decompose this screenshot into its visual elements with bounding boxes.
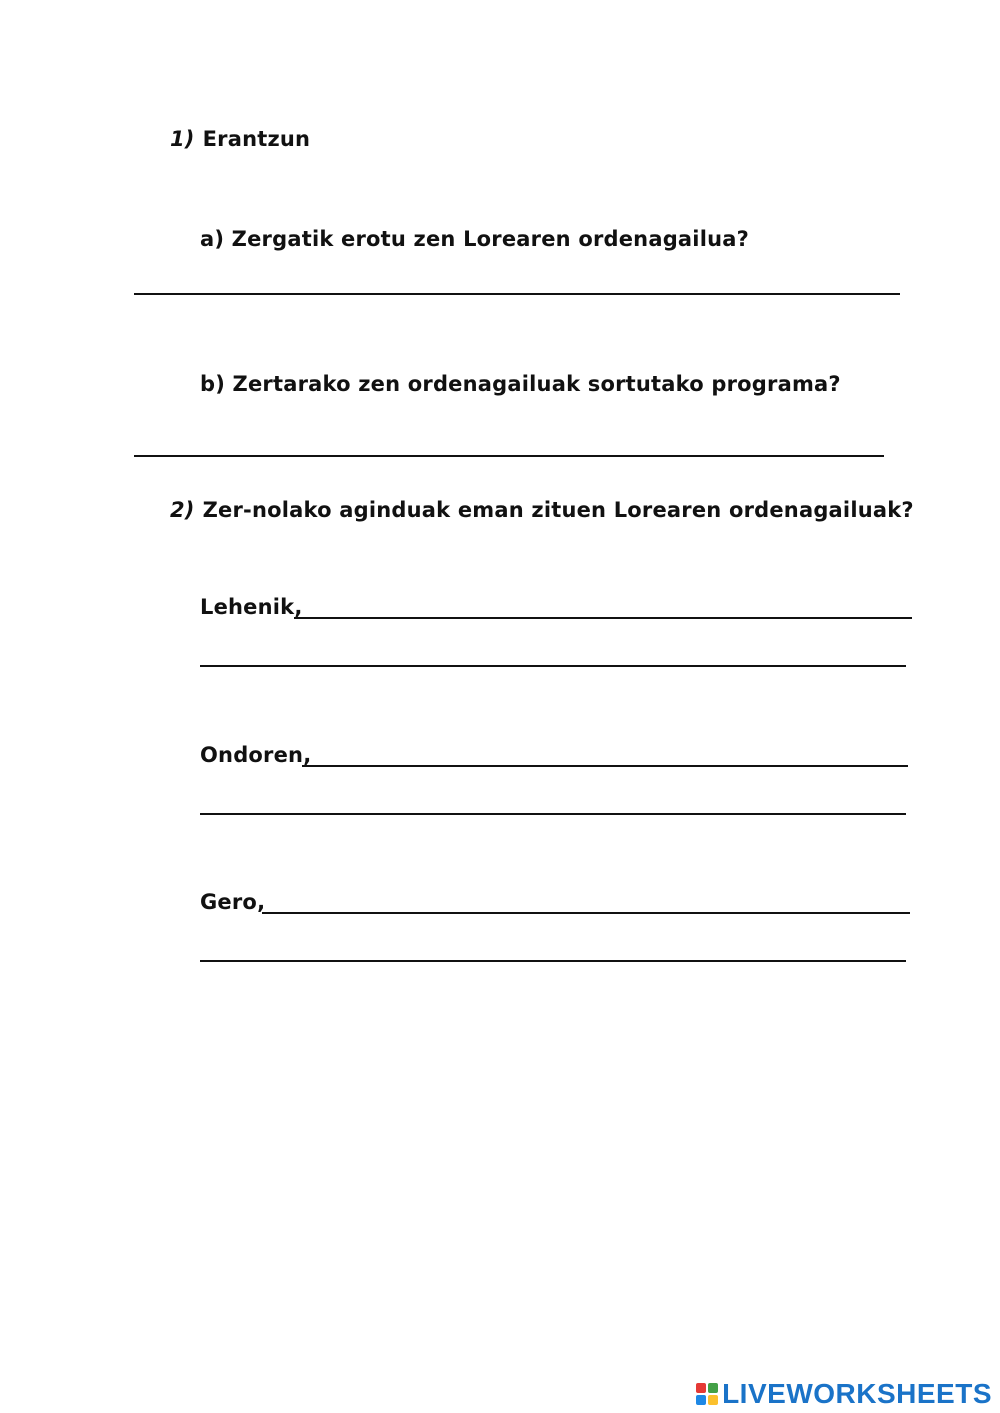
question-1-heading (170, 129, 310, 150)
answer-lehenik-continued-line (200, 665, 906, 667)
question-2-title: Zer-nolako aginduak eman zituen Lorearen ordenagailuak? (202, 498, 914, 522)
question-1-number: 1) (170, 127, 195, 151)
answer-lehenik-continued-input[interactable] (200, 638, 910, 664)
logo-block-red (696, 1383, 706, 1393)
answer-1a-line (134, 293, 900, 295)
answer-1a-input[interactable] (134, 266, 904, 292)
question-2-heading (170, 500, 914, 521)
answer-ondoren-line (302, 765, 908, 767)
answer-lehenik-line (294, 617, 912, 619)
question-1a-text: a) Zergatik erotu zen Lorearen ordenagailua? (200, 227, 749, 251)
answer-gero-input[interactable] (262, 885, 914, 911)
question-1b-text: b) Zertarako zen ordenagailuak sortutako programa? (200, 372, 841, 396)
logo-block-yellow (708, 1395, 718, 1405)
liveworksheets-logo (696, 1378, 992, 1410)
prompt-ondoren: Ondoren, (200, 743, 312, 767)
answer-ondoren-continued-line (200, 813, 906, 815)
answer-gero-line (262, 912, 910, 914)
answer-ondoren-continued-input[interactable] (200, 786, 910, 812)
question-1-title: Erantzun (202, 127, 311, 151)
prompt-gero: Gero, (200, 890, 266, 914)
answer-lehenik-input[interactable] (294, 590, 916, 616)
answer-ondoren-input[interactable] (302, 738, 912, 764)
prompt-lehenik: Lehenik, (200, 595, 303, 619)
answer-gero-continued-line (200, 960, 906, 962)
answer-1b-input[interactable] (134, 428, 888, 454)
question-2-number: 2) (170, 498, 195, 522)
logo-block-blue (696, 1395, 706, 1405)
answer-gero-continued-input[interactable] (200, 933, 910, 959)
logo-block-green (708, 1383, 718, 1393)
logo-text: LIVEWORKSHEETS (722, 1378, 992, 1409)
logo-blocks-icon (696, 1383, 718, 1405)
answer-1b-line (134, 455, 884, 457)
